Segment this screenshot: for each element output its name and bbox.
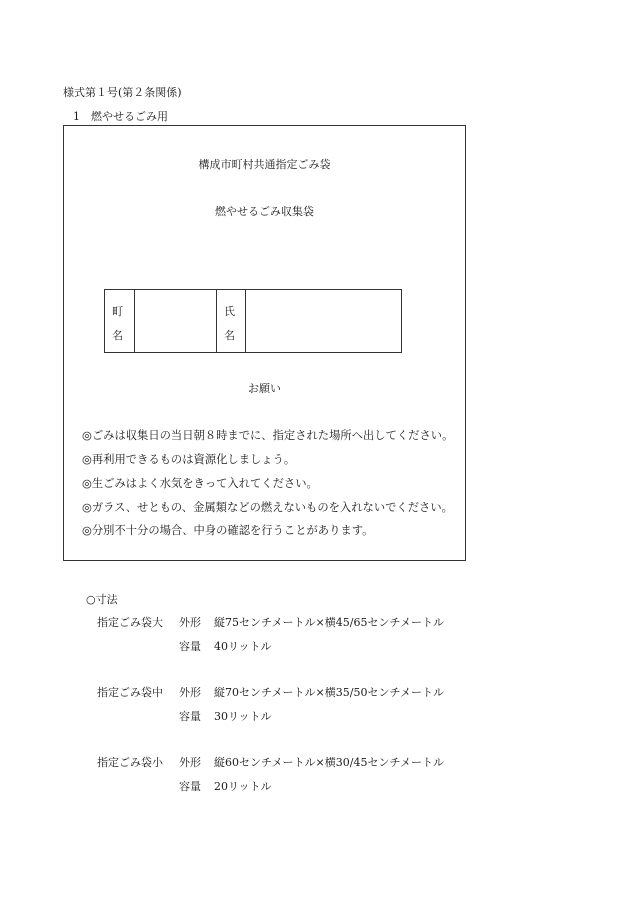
- shape-value: 縦60センチメートル×横30/45センチメートル: [214, 756, 445, 769]
- notice-item: ◎ごみは収集日の当日朝８時までに、指定された場所へ出してください。: [82, 429, 454, 442]
- notice-item: ◎生ごみはよく水気をきって入れてください。: [82, 477, 318, 490]
- town-label-char-2: 名: [112, 329, 123, 342]
- garbage-bag-print-area: [63, 125, 466, 561]
- town-label-cell: [105, 290, 135, 352]
- notice-item: ◎再利用できるものは資源化しましょう。: [82, 453, 296, 466]
- capacity-label: 容量: [179, 640, 201, 653]
- form-number: 様式第１号(第２条関係): [63, 86, 182, 99]
- shape-label: 外形: [179, 686, 201, 699]
- request-heading: お願い: [248, 382, 281, 395]
- capacity-value: 20リットル: [214, 780, 272, 793]
- name-entry-table: [104, 289, 402, 353]
- shape-value: 縦75センチメートル×横45/65センチメートル: [214, 616, 445, 629]
- section-heading: 1 燃やせるごみ用: [73, 110, 168, 123]
- capacity-label: 容量: [179, 780, 201, 793]
- dimensions-heading: ○寸法: [86, 593, 118, 606]
- notice-item: ◎ガラス、せともの、金属類などの燃えないものを入れないでください。: [82, 501, 453, 514]
- shape-label: 外形: [179, 616, 201, 629]
- shape-value: 縦70センチメートル×横35/50センチメートル: [214, 686, 445, 699]
- bag-title: 構成市町村共通指定ごみ袋: [198, 158, 331, 171]
- bag-size-name: 指定ごみ袋中: [97, 686, 163, 699]
- notice-item: ◎分別不十分の場合、中身の確認を行うことがあります。: [82, 524, 374, 537]
- name-label-cell: [217, 290, 246, 352]
- shape-label: 外形: [179, 756, 201, 769]
- bag-subtitle: 燃やせるごみ収集袋: [215, 205, 314, 218]
- name-entry-field[interactable]: [246, 290, 401, 352]
- town-label-char-1: 町: [112, 305, 123, 318]
- capacity-label: 容量: [179, 710, 201, 723]
- bag-size-name: 指定ごみ袋大: [97, 616, 163, 629]
- capacity-value: 40リットル: [214, 640, 272, 653]
- name-label-char-1: 氏: [224, 305, 235, 318]
- name-label-char-2: 名: [224, 329, 235, 342]
- bag-size-name: 指定ごみ袋小: [97, 756, 163, 769]
- capacity-value: 30リットル: [214, 710, 272, 723]
- town-entry-field[interactable]: [135, 290, 217, 352]
